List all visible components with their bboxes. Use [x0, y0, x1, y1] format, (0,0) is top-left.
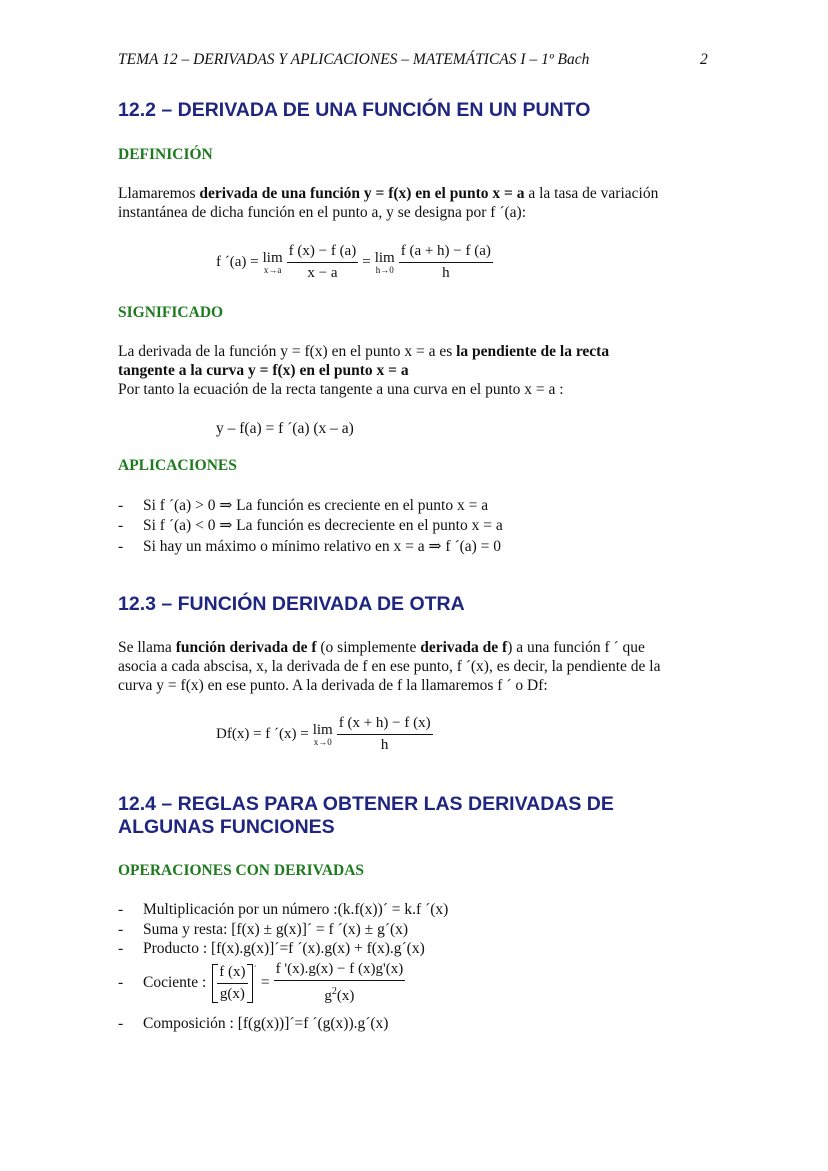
definicion-formula: f ´(a) = lim x→a $\frac{f (x) - f (a)}{x - a}$ = lim h→0 $\frac{f (a + h) - f (a)}{h}$	[216, 243, 491, 281]
funcion-derivada-formula: Df(x) = f ´(x) = lim x→0 $\frac{f (x + h) - f (x)}{h}$	[216, 715, 431, 753]
tangent-line-formula: y – f(a) = f ´(a) (x – a)	[216, 420, 354, 437]
funcion-derivada-paragraph: Se llama función derivada de f (o simplemente derivada de f) a una función f ´ que asocia a cada abscisa, x, la derivada de f en ese punto, f ´(x), es decir, la pendiente de la curva y = f(x) en ese punto. A la derivada de f la llamaremos f ´ o Df:	[118, 639, 661, 694]
list-item: - Si hay un máximo o mínimo relativo en x = a ⇒ f ´(a) = 0	[118, 538, 502, 555]
heading-operaciones: OPERACIONES CON DERIVADAS	[118, 862, 365, 879]
heading-definicion: DEFINICIÓN	[118, 146, 213, 163]
list-item: - Multiplicación por un número :(k.f(x))´ = k.f ´(x)	[118, 901, 449, 918]
quotient-bracket: $\frac{f (x)}{g(x)}$	[212, 964, 252, 1003]
list-item: - Si f ´(a) > 0 ⇒ La función es creciente en el punto x = a	[118, 497, 489, 514]
list-item: - Composición : [f(g(x))]´=f ´(g(x)).g´(x)	[118, 1015, 389, 1032]
running-header: TEMA 12 – DERIVADAS Y APLICACIONES – MATEMÁTICAS I – 1º Bach	[118, 51, 590, 68]
section-title-12-3: 12.3 – FUNCIÓN DERIVADA DE OTRA	[118, 593, 465, 615]
page-number: 2	[700, 51, 708, 68]
section-title-12-2: 12.2 – DERIVADA DE UNA FUNCIÓN EN UN PUNTO	[118, 99, 591, 121]
significado-paragraph: La derivada de la función y = f(x) en el punto x = a es la pendiente de la recta tangente a la curva y = f(x) en el punto x = a Por tanto la ecuación de la recta tangente a una curva en el punto x = a :	[118, 343, 610, 398]
list-item: - Suma y resta: [f(x) ± g(x)]´ = f ´(x) ± g´(x)	[118, 921, 409, 938]
list-item: - Producto : [f(x).g(x)]´=f ´(x).g(x) + f(x).g´(x)	[118, 940, 425, 957]
list-item-cociente: - Cociente : $\frac{f (x)}{g(x)}$ ´ = $\frac{f '(x).g(x) - f (x)g'(x)}{g^2(x)}$	[118, 961, 404, 1004]
heading-aplicaciones: APLICACIONES	[118, 457, 237, 474]
definicion-paragraph: Llamaremos derivada de una función y = f(x) en el punto x = a a la tasa de variación instantánea de dicha función en el punto a, y se designa por f ´(a):	[118, 185, 659, 221]
heading-significado: SIGNIFICADO	[118, 304, 224, 321]
section-title-12-4: 12.4 – REGLAS PARA OBTENER LAS DERIVADAS DE ALGUNAS FUNCIONES	[118, 793, 614, 838]
list-item: - Si f ´(a) < 0 ⇒ La función es decreciente en el punto x = a	[118, 517, 503, 534]
